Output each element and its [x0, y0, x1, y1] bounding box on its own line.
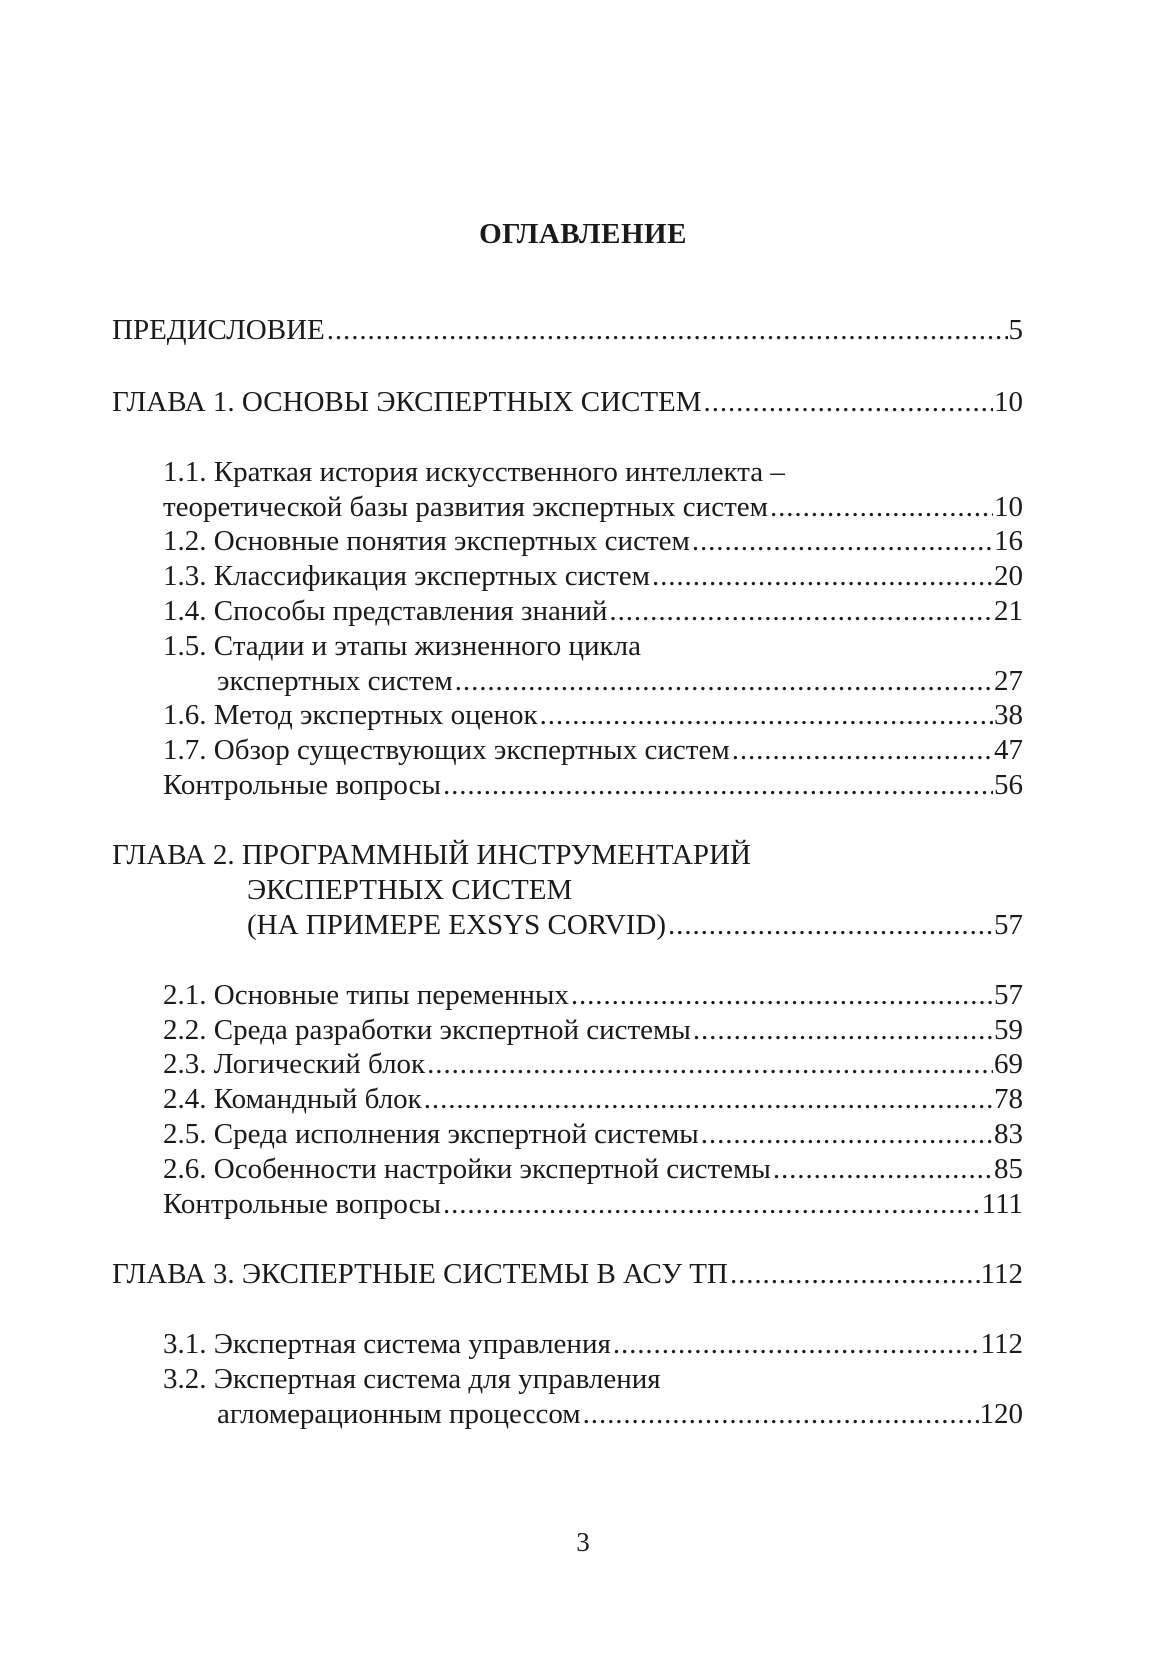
toc-entry-2-5 [163, 1116, 1023, 1152]
dot-leader [571, 977, 993, 1013]
toc-entry-2-2 [163, 1012, 1023, 1048]
dot-leader [692, 523, 993, 559]
toc-entry-page: 38 [994, 699, 1023, 731]
page-number: 3 [576, 1527, 590, 1557]
toc-entry-title: ГЛАВА 1. ОСНОВЫ ЭКСПЕРТНЫХ СИСТЕМ [112, 386, 702, 418]
dot-leader [455, 663, 993, 699]
toc-entry-title: 2.4. Командный блок [163, 1083, 422, 1115]
toc-entry-title: (НА ПРИМЕРЕ EXSYS CORVID) [247, 909, 667, 941]
dot-leader [701, 1116, 993, 1152]
toc-entry-title: Контрольные вопросы [163, 1188, 441, 1220]
dot-leader [327, 312, 1008, 348]
toc-entry-1-5 [217, 663, 1023, 699]
toc-entry-page: 5 [1008, 314, 1023, 346]
toc-entry-page: 69 [994, 1048, 1023, 1080]
toc-entry-title: ГЛАВА 3. ЭКСПЕРТНЫЕ СИСТЕМЫ В АСУ ТП [112, 1258, 728, 1290]
toc-entry-page: 112 [980, 1328, 1023, 1360]
dot-leader [770, 489, 993, 525]
dot-leader [609, 593, 993, 629]
toc-entry-page: 10 [994, 386, 1023, 418]
toc-entry-title: 1.2. Основные понятия экспертных систем [163, 525, 690, 557]
toc-entry-page: 112 [980, 1258, 1023, 1290]
dot-leader [424, 1081, 993, 1117]
toc-entry-2-6 [163, 1151, 1023, 1187]
toc-entry-page: 21 [994, 595, 1023, 627]
toc-entry-1-6 [163, 697, 1023, 733]
toc-entry-title: 2.1. Основные типы переменных [163, 979, 569, 1011]
toc-entry-page: 56 [994, 769, 1023, 801]
toc-entry-page: 120 [979, 1398, 1023, 1430]
dot-leader [427, 1046, 993, 1082]
toc-entry-1-7 [163, 732, 1023, 768]
toc-entry-1-2 [163, 523, 1023, 559]
dot-leader [704, 384, 993, 420]
toc-entry-2-3 [163, 1046, 1023, 1082]
toc-entry-page: 85 [994, 1153, 1023, 1185]
toc-entry-3-2-line1: 3.2. Экспертная система для управления [163, 1363, 661, 1395]
dot-leader [540, 697, 993, 733]
toc-entry-title: агломерационным процессом [217, 1398, 581, 1430]
toc-entry-page: 47 [994, 734, 1023, 766]
toc-entry-title: 1.7. Обзор существующих экспертных систем [163, 734, 730, 766]
dot-leader [652, 558, 993, 594]
dot-leader [613, 1326, 980, 1362]
toc-entry-1-4 [163, 593, 1023, 629]
toc-entry-title: 1.4. Способы представления знаний [163, 595, 608, 627]
dot-leader [443, 767, 993, 803]
toc-entry-page: 78 [994, 1083, 1023, 1115]
toc-entry-title: ПРЕДИСЛОВИЕ [112, 314, 325, 346]
toc-entry-3-2 [217, 1396, 1023, 1432]
dot-leader [668, 907, 993, 943]
toc-entry-title: 2.6. Особенности настройки экспертной системы [163, 1153, 771, 1185]
dot-leader [732, 732, 993, 768]
toc-entry-title: 3.1. Экспертная система управления [163, 1328, 611, 1360]
toc-entry-3-1 [163, 1326, 1023, 1362]
toc-entry-1-3 [163, 558, 1023, 594]
toc-entry-ch2-questions [163, 1186, 1023, 1222]
toc-entry-chapter-3 [112, 1256, 1023, 1292]
toc-entry-title: Контрольные вопросы [163, 769, 441, 801]
toc-entry-2-4 [163, 1081, 1023, 1117]
page-title: ОГЛАВЛЕНИЕ [479, 218, 687, 250]
toc-entry-chapter-1 [112, 384, 1023, 420]
toc-entry-chapter-2-line1: ГЛАВА 2. ПРОГРАММНЫЙ ИНСТРУМЕНТАРИЙ [112, 839, 751, 871]
dot-leader [730, 1256, 980, 1292]
toc-entry-page: 57 [994, 979, 1023, 1011]
toc-entry-title: экспертных систем [217, 665, 453, 697]
toc-entry-page: 57 [994, 909, 1023, 941]
toc-entry-1-1-line1: 1.1. Краткая история искусственного интеллекта – [163, 456, 785, 488]
toc-entry-title: 2.2. Среда разработки экспертной системы [163, 1014, 691, 1046]
toc-entry-page: 16 [994, 525, 1023, 557]
toc-entry-page: 111 [981, 1188, 1023, 1220]
toc-entry-chapter-2-line2: ЭКСПЕРТНЫХ СИСТЕМ [247, 874, 573, 906]
toc-entry-title: 1.6. Метод экспертных оценок [163, 699, 538, 731]
toc-entry-chapter-2 [247, 907, 1023, 943]
dot-leader [693, 1012, 993, 1048]
toc-entry-ch1-questions [163, 767, 1023, 803]
toc-entry-preface [112, 312, 1023, 348]
toc-entry-title: 2.3. Логический блок [163, 1048, 426, 1080]
toc-entry-1-1 [163, 489, 1023, 525]
toc-entry-page: 10 [994, 491, 1023, 523]
toc-entry-page: 83 [994, 1118, 1023, 1150]
toc-entry-page: 59 [994, 1014, 1023, 1046]
toc-entry-1-5-line1: 1.5. Стадии и этапы жизненного цикла [163, 630, 641, 662]
dot-leader [443, 1186, 981, 1222]
dot-leader [773, 1151, 993, 1187]
toc-entry-2-1 [163, 977, 1023, 1013]
toc-entry-page: 27 [994, 665, 1023, 697]
toc-entry-title: 1.3. Классификация экспертных систем [163, 560, 650, 592]
dot-leader [583, 1396, 979, 1432]
toc-entry-title: теоретической базы развития экспертных систем [163, 491, 768, 523]
toc-entry-page: 20 [994, 560, 1023, 592]
toc-entry-title: 2.5. Среда исполнения экспертной системы [163, 1118, 699, 1150]
